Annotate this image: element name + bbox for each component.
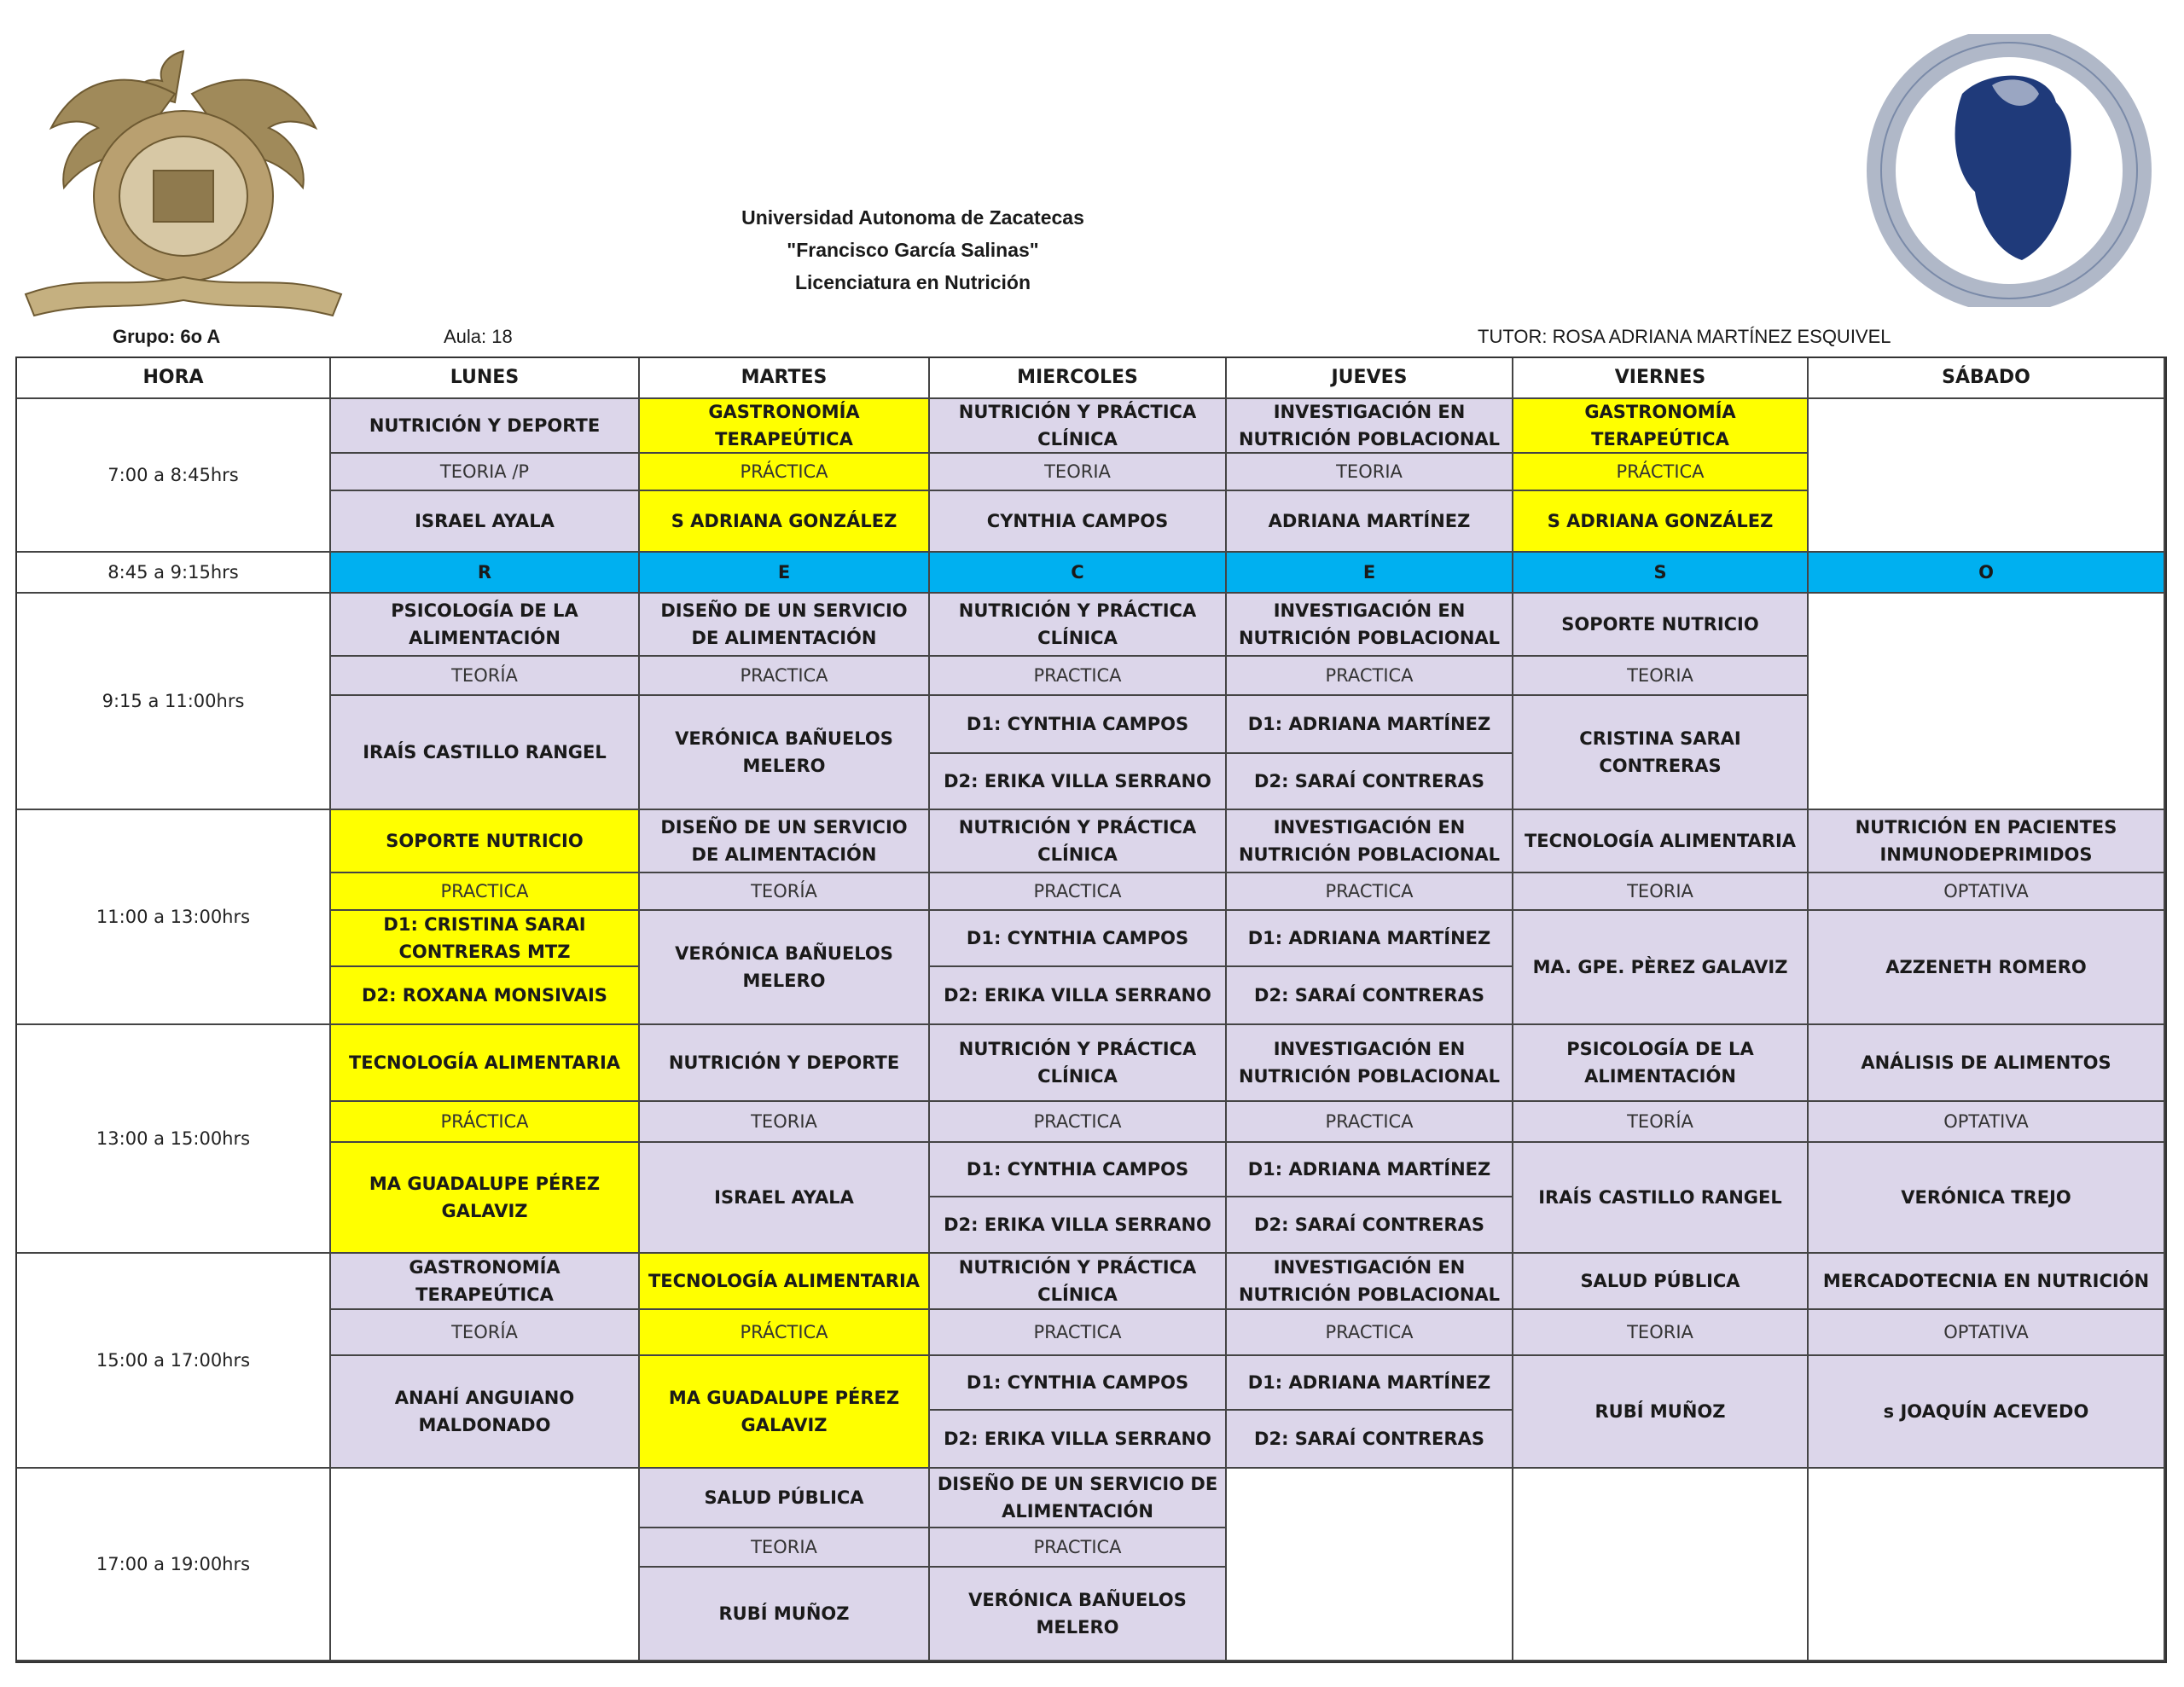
- schedule-cell: D2: SARAÍ CONTRERAS: [1227, 1197, 1513, 1254]
- schedule-cell: PRACTICA: [640, 657, 930, 696]
- schedule-cell: E: [1227, 553, 1513, 594]
- schedule-cell: SALUD PÚBLICA: [640, 1469, 930, 1528]
- schedule-cell: AZZENETH ROMERO: [1809, 911, 2165, 1025]
- schedule-cell: D1: CYNTHIA CAMPOS: [930, 1356, 1227, 1411]
- schedule-cell: GASTRONOMÍA TERAPEÚTICA: [331, 1254, 640, 1310]
- schedule-cell: D1: CYNTHIA CAMPOS: [930, 696, 1227, 754]
- time-slot-cell: 15:00 a 17:00hrs: [17, 1254, 331, 1469]
- column-header-5: VIERNES: [1513, 358, 1809, 399]
- empty-cell: [1809, 594, 2165, 810]
- schedule-cell: D1: ADRIANA MARTÍNEZ: [1227, 911, 1513, 967]
- schedule-cell: PRÁCTICA: [640, 454, 930, 491]
- column-header-1: LUNES: [331, 358, 640, 399]
- column-header-2: MARTES: [640, 358, 930, 399]
- schedule-cell: NUTRICIÓN Y PRÁCTICA CLÍNICA: [930, 1025, 1227, 1102]
- schedule-cell: SALUD PÚBLICA: [1513, 1254, 1809, 1310]
- schedule-cell: VERÓNICA BAÑUELOS MELERO: [930, 1568, 1227, 1661]
- column-header-4: JUEVES: [1227, 358, 1513, 399]
- schedule-cell: MA. GPE. PÈREZ GALAVIZ: [1513, 911, 1809, 1025]
- schedule-cell: TEORIA: [640, 1528, 930, 1568]
- schedule-cell: INVESTIGACIÓN EN NUTRICIÓN POBLACIONAL: [1227, 1254, 1513, 1310]
- schedule-cell: PRACTICA: [331, 873, 640, 911]
- schedule-cell: INVESTIGACIÓN EN NUTRICIÓN POBLACIONAL: [1227, 399, 1513, 454]
- university-name: Universidad Autonoma de Zacatecas: [741, 206, 1084, 229]
- schedule-cell: PRACTICA: [1227, 873, 1513, 911]
- schedule-cell: PRACTICA: [1227, 1310, 1513, 1356]
- schedule-cell: PRACTICA: [930, 1102, 1227, 1143]
- schedule-cell: S: [1513, 553, 1809, 594]
- schedule-cell: NUTRICIÓN Y DEPORTE: [331, 399, 640, 454]
- schedule-cell: TECNOLOGÍA ALIMENTARIA: [331, 1025, 640, 1102]
- schedule-cell: NUTRICIÓN Y PRÁCTICA CLÍNICA: [930, 1254, 1227, 1310]
- title-block: [597, 201, 1228, 299]
- schedule-cell: ANAHÍ ANGUIANO MALDONADO: [331, 1356, 640, 1469]
- schedule-cell: TEORIA /P: [331, 454, 640, 491]
- time-slot-cell: 7:00 a 8:45hrs: [17, 399, 331, 553]
- schedule-cell: OPTATIVA: [1809, 1102, 2165, 1143]
- schedule-cell: MA GUADALUPE PÉREZ GALAVIZ: [331, 1143, 640, 1254]
- schedule-cell: D1: ADRIANA MARTÍNEZ: [1227, 1143, 1513, 1197]
- schedule-cell: D2: ERIKA VILLA SERRANO: [930, 967, 1227, 1025]
- schedule-cell: D1: CYNTHIA CAMPOS: [930, 1143, 1227, 1197]
- schedule-cell: TEORIA: [1513, 657, 1809, 696]
- schedule-cell: SOPORTE NUTRICIO: [331, 810, 640, 873]
- schedule-cell: O: [1809, 553, 2165, 594]
- grupo-label: Grupo: 6o A: [113, 326, 221, 347]
- schedule-cell: D1: ADRIANA MARTÍNEZ: [1227, 696, 1513, 754]
- schedule-cell: PRÁCTICA: [331, 1102, 640, 1143]
- schedule-cell: GASTRONOMÍA TERAPEÚTICA: [640, 399, 930, 454]
- schedule-cell: E: [640, 553, 930, 594]
- schedule-cell: TEORIA: [1513, 873, 1809, 911]
- schedule-cell: VERÓNICA BAÑUELOS MELERO: [640, 696, 930, 810]
- schedule-cell: ANÁLISIS DE ALIMENTOS: [1809, 1025, 2165, 1102]
- schedule-cell: PRACTICA: [930, 657, 1227, 696]
- column-header-3: MIERCOLES: [930, 358, 1227, 399]
- schedule-cell: TECNOLOGÍA ALIMENTARIA: [1513, 810, 1809, 873]
- column-header-0: HORA: [17, 358, 331, 399]
- schedule-cell: D2: SARAÍ CONTRERAS: [1227, 754, 1513, 810]
- schedule-cell: ISRAEL AYALA: [640, 1143, 930, 1254]
- campus-name: "Francisco García Salinas": [787, 239, 1039, 261]
- uaz-eagle-seal-icon: [17, 34, 350, 324]
- schedule-cell: TEORIA: [1227, 454, 1513, 491]
- schedule-cell: CRISTINA SARAI CONTRERAS: [1513, 696, 1809, 810]
- schedule-cell: TEORÍA: [1513, 1102, 1809, 1143]
- schedule-cell: DISEÑO DE UN SERVICIO DE ALIMENTACIÓN: [930, 1469, 1227, 1528]
- schedule-cell: MA GUADALUPE PÉREZ GALAVIZ: [640, 1356, 930, 1469]
- aula-label: Aula: 18: [444, 326, 513, 347]
- schedule-cell: D1: CYNTHIA CAMPOS: [930, 911, 1227, 967]
- schedule-cell: TEORIA: [1513, 1310, 1809, 1356]
- schedule-cell: TEORÍA: [640, 873, 930, 911]
- schedule-cell: PRACTICA: [930, 873, 1227, 911]
- time-slot-cell: 9:15 a 11:00hrs: [17, 594, 331, 810]
- schedule-cell: NUTRICIÓN Y PRÁCTICA CLÍNICA: [930, 810, 1227, 873]
- schedule-cell: NUTRICIÓN Y PRÁCTICA CLÍNICA: [930, 399, 1227, 454]
- schedule-cell: D2: ERIKA VILLA SERRANO: [930, 1411, 1227, 1469]
- schedule-cell: TEORIA: [640, 1102, 930, 1143]
- schedule-cell: PSICOLOGÍA DE LA ALIMENTACIÓN: [331, 594, 640, 657]
- schedule-cell: s JOAQUÍN ACEVEDO: [1809, 1356, 2165, 1469]
- empty-cell: [1513, 1469, 1809, 1661]
- schedule-cell: VERÓNICA BAÑUELOS MELERO: [640, 911, 930, 1025]
- schedule-cell: D2: ERIKA VILLA SERRANO: [930, 754, 1227, 810]
- schedule-cell: D2: SARAÍ CONTRERAS: [1227, 967, 1513, 1025]
- schedule-table: [15, 357, 2167, 1663]
- schedule-cell: PRÁCTICA: [640, 1310, 930, 1356]
- time-slot-cell: 13:00 a 15:00hrs: [17, 1025, 331, 1254]
- schedule-cell: S ADRIANA GONZÁLEZ: [640, 491, 930, 553]
- program-name: Licenciatura en Nutrición: [794, 271, 1031, 293]
- schedule-cell: INVESTIGACIÓN EN NUTRICIÓN POBLACIONAL: [1227, 810, 1513, 873]
- schedule-cell: D1: ADRIANA MARTÍNEZ: [1227, 1356, 1513, 1411]
- schedule-cell: CYNTHIA CAMPOS: [930, 491, 1227, 553]
- schedule-cell: TEORÍA: [331, 1310, 640, 1356]
- schedule-cell: D1: CRISTINA SARAI CONTRERAS MTZ: [331, 911, 640, 967]
- schedule-cell: S ADRIANA GONZÁLEZ: [1513, 491, 1809, 553]
- schedule-cell: OPTATIVA: [1809, 1310, 2165, 1356]
- schedule-cell: NUTRICIÓN EN PACIENTES INMUNODEPRIMIDOS: [1809, 810, 2165, 873]
- schedule-cell: D2: ERIKA VILLA SERRANO: [930, 1197, 1227, 1254]
- schedule-cell: D2: SARAÍ CONTRERAS: [1227, 1411, 1513, 1469]
- schedule-cell: PRACTICA: [930, 1310, 1227, 1356]
- schedule-cell: R: [331, 553, 640, 594]
- schedule-cell: C: [930, 553, 1227, 594]
- schedule-cell: TEORIA: [930, 454, 1227, 491]
- schedule-cell: RUBÍ MUÑOZ: [1513, 1356, 1809, 1469]
- schedule-cell: INVESTIGACIÓN EN NUTRICIÓN POBLACIONAL: [1227, 1025, 1513, 1102]
- schedule-cell: VERÓNICA TREJO: [1809, 1143, 2165, 1254]
- time-slot-cell: 8:45 a 9:15hrs: [17, 553, 331, 594]
- schedule-cell: SOPORTE NUTRICIO: [1513, 594, 1809, 657]
- schedule-cell: NUTRICIÓN Y PRÁCTICA CLÍNICA: [930, 594, 1227, 657]
- schedule-cell: DISEÑO DE UN SERVICIO DE ALIMENTACIÓN: [640, 594, 930, 657]
- schedule-cell: PRACTICA: [1227, 1102, 1513, 1143]
- schedule-cell: GASTRONOMÍA TERAPEÚTICA: [1513, 399, 1809, 454]
- schedule-cell: MERCADOTECNIA EN NUTRICIÓN: [1809, 1254, 2165, 1310]
- time-slot-cell: 17:00 a 19:00hrs: [17, 1469, 331, 1661]
- tutor-label: TUTOR: ROSA ADRIANA MARTÍNEZ ESQUIVEL: [1478, 326, 1891, 347]
- schedule-cell: NUTRICIÓN Y DEPORTE: [640, 1025, 930, 1102]
- schedule-cell: PRÁCTICA: [1513, 454, 1809, 491]
- empty-cell: [331, 1469, 640, 1661]
- schedule-cell: ISRAEL AYALA: [331, 491, 640, 553]
- schedule-cell: PSICOLOGÍA DE LA ALIMENTACIÓN: [1513, 1025, 1809, 1102]
- empty-cell: [1227, 1469, 1513, 1661]
- schedule-cell: PRACTICA: [930, 1528, 1227, 1568]
- nutricion-seal-icon: [1860, 34, 2158, 307]
- empty-cell: [1809, 1469, 2165, 1661]
- empty-cell: [1809, 399, 2165, 553]
- schedule-cell: ADRIANA MARTÍNEZ: [1227, 491, 1513, 553]
- schedule-cell: IRAÍS CASTILLO RANGEL: [1513, 1143, 1809, 1254]
- schedule-cell: DISEÑO DE UN SERVICIO DE ALIMENTACIÓN: [640, 810, 930, 873]
- time-slot-cell: 11:00 a 13:00hrs: [17, 810, 331, 1025]
- schedule-cell: D2: ROXANA MONSIVAIS: [331, 967, 640, 1025]
- schedule-cell: RUBÍ MUÑOZ: [640, 1568, 930, 1661]
- schedule-cell: IRAÍS CASTILLO RANGEL: [331, 696, 640, 810]
- schedule-cell: PRACTICA: [1227, 657, 1513, 696]
- schedule-cell: OPTATIVA: [1809, 873, 2165, 911]
- schedule-cell: TEORÍA: [331, 657, 640, 696]
- schedule-cell: INVESTIGACIÓN EN NUTRICIÓN POBLACIONAL: [1227, 594, 1513, 657]
- schedule-cell: TECNOLOGÍA ALIMENTARIA: [640, 1254, 930, 1310]
- column-header-6: SÁBADO: [1809, 358, 2165, 399]
